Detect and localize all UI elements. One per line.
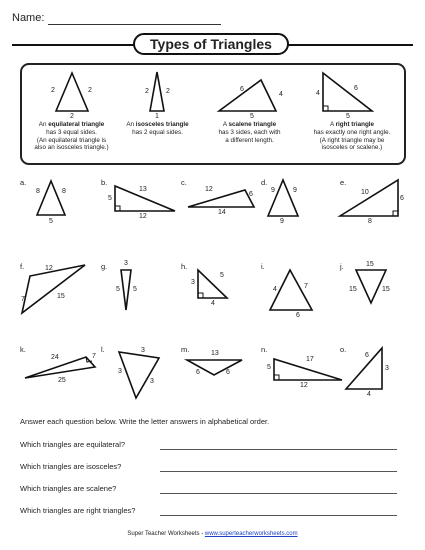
footer-link[interactable]: www.superteacherworksheets.com <box>204 531 298 537</box>
side-label: 6 <box>249 191 253 198</box>
definition-isosceles: An isosceles triangle has 2 equal sides. <box>126 121 189 136</box>
def-side-label: 1 <box>155 113 159 120</box>
side-label: 8 <box>62 188 66 195</box>
side-label: 10 <box>361 189 369 196</box>
triangle-o <box>346 348 382 389</box>
triangle-letter: h. <box>181 262 188 271</box>
triangle-letter: f. <box>20 262 25 271</box>
side-label: 12 <box>139 213 147 220</box>
triangle-letter: g. <box>101 262 108 271</box>
triangle-letter: n. <box>261 345 268 354</box>
triangle-d <box>268 180 298 216</box>
side-label: 7 <box>304 283 308 290</box>
instructions: Answer each question below. Write the letter answers in alphabetical order. <box>20 417 270 426</box>
triangle-letter: k. <box>20 345 26 354</box>
triangle-letter: i. <box>261 262 265 271</box>
def-side-label: 2 <box>70 113 74 120</box>
side-label: 6 <box>400 195 404 202</box>
triangle-letter: e. <box>340 178 347 187</box>
side-label: 9 <box>271 187 275 194</box>
triangle-l <box>119 352 159 398</box>
triangle-a <box>37 181 65 215</box>
def-side-label: 2 <box>166 88 170 95</box>
def-side-label: 2 <box>88 87 92 94</box>
side-label: 7 <box>92 353 96 360</box>
side-label: 8 <box>36 188 40 195</box>
def-side-label: 5 <box>250 113 254 120</box>
def-equilateral-triangle <box>56 73 88 111</box>
triangle-g <box>121 270 131 310</box>
definition-scalene: A scalene triangle has 3 sides, each with a different length. <box>218 121 281 144</box>
triangle-letter: o. <box>340 345 347 354</box>
side-label: 5 <box>267 364 271 371</box>
side-label: 4 <box>367 391 371 398</box>
side-label: 5 <box>49 218 53 225</box>
side-label: 17 <box>306 356 314 363</box>
question-scalene: Which triangles are scalene? <box>20 484 117 493</box>
side-label: 6 <box>296 312 300 319</box>
triangle-letter: l. <box>101 345 105 354</box>
side-label: 5 <box>108 195 112 202</box>
question-right: Which triangles are right triangles? <box>20 506 136 515</box>
def-side-label: 4 <box>279 91 283 98</box>
side-label: 3 <box>385 365 389 372</box>
side-label: 3 <box>118 368 122 375</box>
def-side-label: 6 <box>240 86 244 93</box>
name-label: Name: <box>12 12 45 24</box>
def-right-triangle <box>323 73 372 111</box>
side-label: 12 <box>300 382 308 389</box>
triangle-letter: a. <box>20 178 27 187</box>
triangle-letter: m. <box>181 345 190 354</box>
side-label: 3 <box>124 260 128 267</box>
definition-equilateral: An equilateral triangle has 3 equal sides. (An equilateral triangle is also an isosceles triangle.) <box>34 121 109 152</box>
triangle-letter: c. <box>181 178 187 187</box>
answer-line-right[interactable] <box>160 515 397 516</box>
footer <box>0 531 425 537</box>
def-side-label: 6 <box>354 85 358 92</box>
page-title: Types of Triangles <box>133 33 289 55</box>
triangle-k <box>25 357 95 378</box>
side-label: 5 <box>116 286 120 293</box>
side-label: 4 <box>273 286 277 293</box>
side-label: 15 <box>57 293 65 300</box>
side-label: 9 <box>280 218 284 225</box>
side-label: 13 <box>139 186 147 193</box>
side-label: 6 <box>365 352 369 359</box>
def-isosceles-triangle <box>150 72 164 111</box>
side-label: 4 <box>211 300 215 307</box>
question-equilateral: Which triangles are equilateral? <box>20 440 126 449</box>
side-label: 3 <box>150 378 154 385</box>
side-label: 8 <box>368 218 372 225</box>
side-label: 15 <box>349 286 357 293</box>
def-scalene-triangle <box>219 80 276 111</box>
definition-right: A right triangle has exactly one right angle. (A right triangle may be isosceles or scalene.) <box>313 121 391 152</box>
def-side-label: 5 <box>346 113 350 120</box>
side-label: 15 <box>366 261 374 268</box>
question-isosceles: Which triangles are isosceles? <box>20 462 122 471</box>
def-side-label: 4 <box>316 90 320 97</box>
side-label: 9 <box>293 187 297 194</box>
answer-line-scalene[interactable] <box>160 493 397 494</box>
side-label: 13 <box>211 350 219 357</box>
def-side-label: 2 <box>51 87 55 94</box>
triangle-e <box>340 180 398 216</box>
side-label: 6 <box>226 369 230 376</box>
triangle-letter: b. <box>101 178 108 187</box>
side-label: 24 <box>51 354 59 361</box>
side-label: 25 <box>58 377 66 384</box>
def-side-label: 2 <box>145 88 149 95</box>
triangle-f <box>22 265 85 313</box>
triangle-c <box>188 190 254 207</box>
side-label: 12 <box>205 186 213 193</box>
side-label: 14 <box>218 209 226 216</box>
answer-line-isosceles[interactable] <box>160 471 397 472</box>
side-label: 15 <box>382 286 390 293</box>
side-label: 7 <box>21 296 25 303</box>
triangle-letter: d. <box>261 178 268 187</box>
side-label: 5 <box>220 272 224 279</box>
side-label: 3 <box>191 279 195 286</box>
triangle-letter: j. <box>340 262 344 271</box>
side-label: 3 <box>141 347 145 354</box>
side-label: 6 <box>196 369 200 376</box>
side-label: 5 <box>133 286 137 293</box>
side-label: 12 <box>45 265 53 272</box>
footer-prefix: Super Teacher Worksheets - <box>127 531 205 537</box>
answer-line-equilateral[interactable] <box>160 449 397 450</box>
